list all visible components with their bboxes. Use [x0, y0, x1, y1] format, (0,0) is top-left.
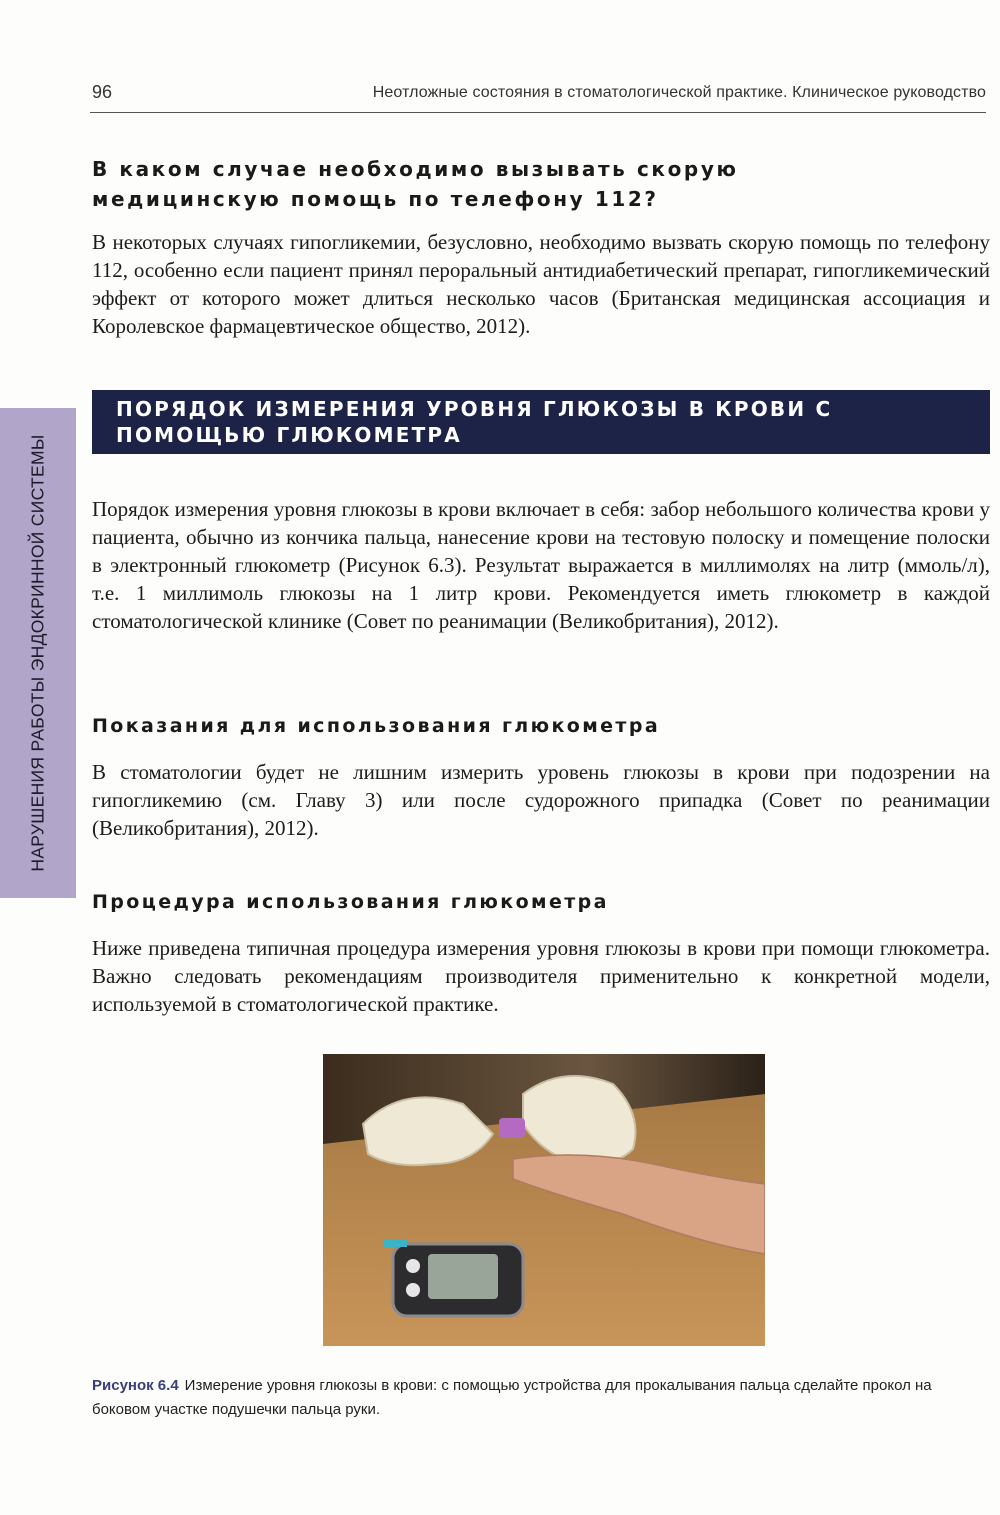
side-tab — [0, 408, 76, 898]
indications-heading: Показания для использования глюкометра — [92, 715, 661, 737]
section-banner — [92, 390, 990, 454]
indications-paragraph: В стоматологии будет не лишним измерить уровень глюкозы в крови при подозрении на гипогликемию (см. Главу 3) или после судорожного припадка (Совет по реанимации (Великобритания), 2012). — [92, 760, 990, 840]
header-rule — [90, 112, 986, 113]
usage-paragraph: Ниже приведена типичная процедура измерения уровня глюкозы в крови при помощи глюкометра. Важно следовать рекомендациям производителя применительно к конкретной модели, используемой в стоматологической практике. — [92, 936, 990, 1016]
page-number: 96 — [92, 82, 113, 102]
photo-glucometer-icon — [323, 1054, 765, 1346]
running-head: Неотложные состояния в стоматологической практике. Клиническое руководство — [372, 84, 986, 101]
emergency-paragraph: В некоторых случаях гипогликемии, безусловно, необходимо вызвать скорую помощь по телефону 112, особенно если пациент принял пероральный антидиабетический препарат, гипогликемический эффект от которого может длиться несколько часов (Британская медицинская ассоциация и Королевское фармацевтическое общество, 2012). — [92, 230, 990, 338]
usage-heading: Процедура использования глюкометра — [92, 891, 609, 913]
figure-label: Рисунок 6.4 — [92, 1377, 179, 1394]
figure-caption — [92, 1374, 990, 1422]
procedure-intro-paragraph: Порядок измерения уровня глюкозы в крови включает в себя: забор небольшого количества крови у пациента, обычно из кончика пальца, нанесение крови на тестовую полоску и помещение полоски в электронный глюкометр (Рисунок 6.3). Результат выражается в миллимолях на литр (ммоль/л), т.е. 1 миллимоль глюкозы на 1 литр крови. Рекомендуется иметь глюкометр в каждой стоматологической клинике (Совет по реанимации (Великобритания), 2012). — [92, 497, 990, 633]
side-tab-label: НАРУШЕНИЯ РАБОТЫ ЭНДОКРИННОЙ СИСТЕМЫ — [27, 434, 48, 872]
figure-caption-text: Измерение уровня глюкозы в крови: с помощью устройства для прокалывания пальца сделайте прокол на боковом участке подушечки пальца руки. — [92, 1377, 932, 1418]
section-banner-title: ПОРЯДОК ИЗМЕРЕНИЯ УРОВНЯ ГЛЮКОЗЫ В КРОВИ С ПОМОЩЬЮ ГЛЮКОМЕТРА — [116, 397, 833, 447]
emergency-heading: В каком случае необходимо вызывать скорую медицинскую помощь по телефону 112? — [92, 157, 739, 211]
figure-photo — [323, 1054, 765, 1346]
